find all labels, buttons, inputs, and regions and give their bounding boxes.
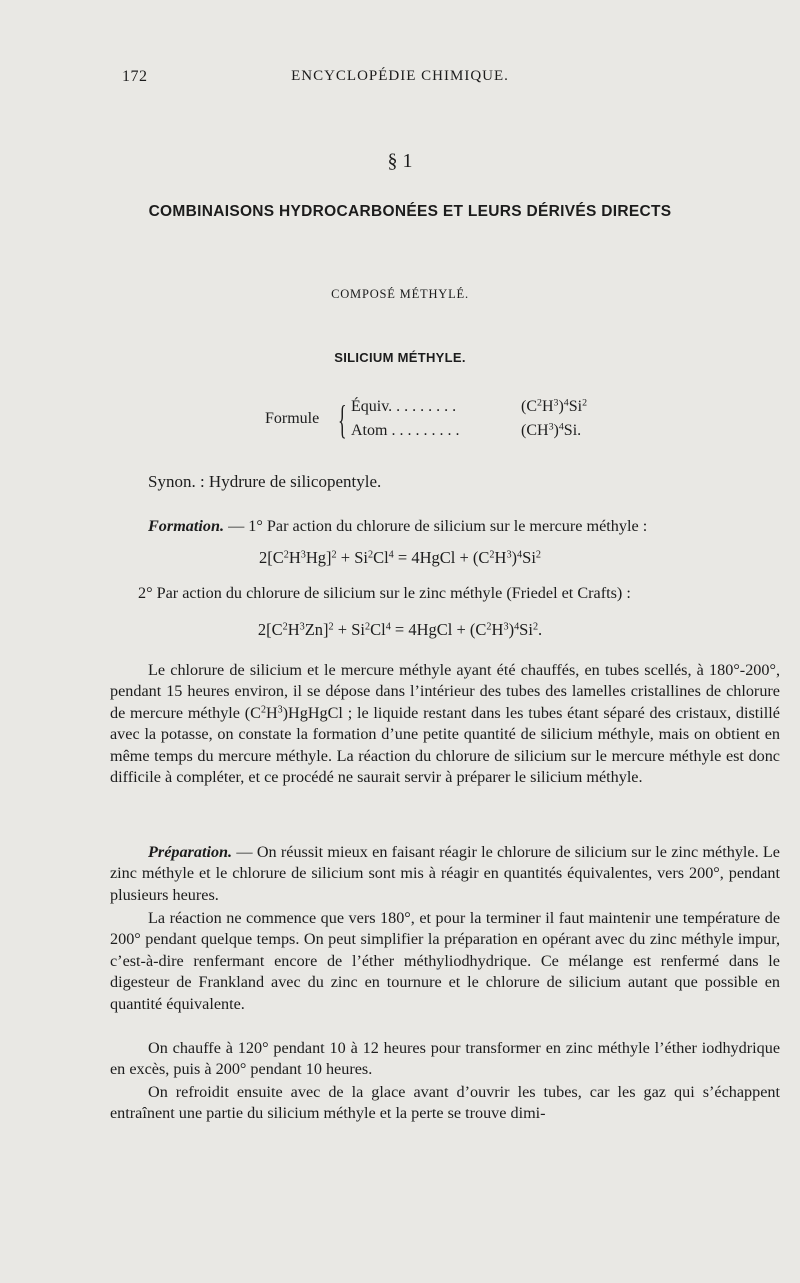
preparation-paragraph-3: On chauffe à 120° pendant 10 à 12 heures pour transformer en zinc méthyle l’éther iodhydrique en excès, puis à 200° pendant 10 heures. xyxy=(110,1039,780,1079)
brace-icon: { xyxy=(338,397,347,442)
equation-1: $2[C^2H^3Hg]^2 + Si^2Cl^4$ = 4HgCl + $(C^2H^3)^4Si^2$ xyxy=(258,548,542,567)
section-mark: § 1 xyxy=(387,150,413,172)
formation-text-1: — 1° Par action du chlorure de silicium sur le mercure méthyle : xyxy=(224,517,648,535)
compound-title: COMPOSÉ MÉTHYLÉ. xyxy=(331,287,469,301)
formula-row-name: Atom . . . . . . . . . xyxy=(351,422,460,439)
preparation-paragraph-4: On refroidit ensuite avec de la glace avant d’ouvrir les tubes, car les gaz qui s’échappent entraînent une partie du silicium méthyle et la perte se trouve dimi- xyxy=(110,1083,780,1123)
formula-block xyxy=(265,397,588,446)
formula-row-equiv xyxy=(351,397,588,416)
subject-title: SILICIUM MÉTHYLE. xyxy=(334,350,466,365)
formation-label: Formation. xyxy=(148,517,225,535)
formation-paragraph: Le chlorure de silicium et le mercure méthyle ayant été chauffés, en tubes scellés, à 180°-200°, pendant 15 heures environ, il se dépose dans l’intérieur des tubes des lamelles cristallines de chlorure de mercure méthyle $(C^2H^3)HgHgCl$ ; le liquide restant dans les tubes étant séparé des cristaux, distillé avec la potasse, on constate la formation d’une petite quantité de silicium méthyle, mais on obtient en même temps du mercure méthyle. La réaction du chlorure de silicium sur le mercure méthyle est donc difficile à compléter, et ce procédé ne saurait servir à préparer le silicium méthyle. xyxy=(110,661,780,787)
formation-method-2: 2° Par action du chlorure de silicium sur le zinc méthyle (Friedel et Crafts) : xyxy=(138,584,631,602)
chapter-title: COMBINAISONS HYDROCARBONÉES ET LEURS DÉRIVÉS DIRECTS xyxy=(148,203,672,220)
running-head-title: ENCYCLOPÉDIE CHIMIQUE. xyxy=(291,68,509,84)
page-number: 172 xyxy=(122,68,148,85)
formula-row-atom xyxy=(351,421,582,440)
preparation-paragraph-1 xyxy=(110,842,780,906)
synonym-line: Synon. : Hydrure de silicopentyle. xyxy=(148,472,382,491)
equation-2: $2[C^2H^3Zn]^2 + Si^2Cl^4$ = 4HgCl + $(C^2H^3)^4Si^2$. xyxy=(257,620,543,639)
formula-row-value: $(CH^3)^4Si$. xyxy=(521,421,582,439)
formula-label: Formule xyxy=(265,410,320,427)
preparation-text-1: — On réussit mieux en faisant réagir le chlorure de silicium sur le zinc méthyle. Le zinc méthyle et le chlorure de silicium sont mis à réagir en quantités équivalentes, vers 200°, pendant plusieurs heures. xyxy=(110,843,780,904)
formula-row-value: $(C^2H^3)^4Si^2$ xyxy=(521,397,588,415)
preparation-paragraph-2: La réaction ne commence que vers 180°, et pour la terminer il faut maintenir une température de 200° pendant quelque temps. On peut simplifier la préparation en opérant avec du zinc méthyle impur, c’est-à-dire renfermant encore de l’éther méthyliodhydrique. Ce mélange est renfermé dans le digesteur de Frankland avec du zinc en tournure et le chlorure de silicium autant que possible en quantité équivalente. xyxy=(110,909,780,1013)
formula-row-name: Équiv. . . . . . . . . xyxy=(351,398,457,415)
preparation-label: Préparation. xyxy=(148,843,233,861)
formation-intro xyxy=(110,516,780,537)
